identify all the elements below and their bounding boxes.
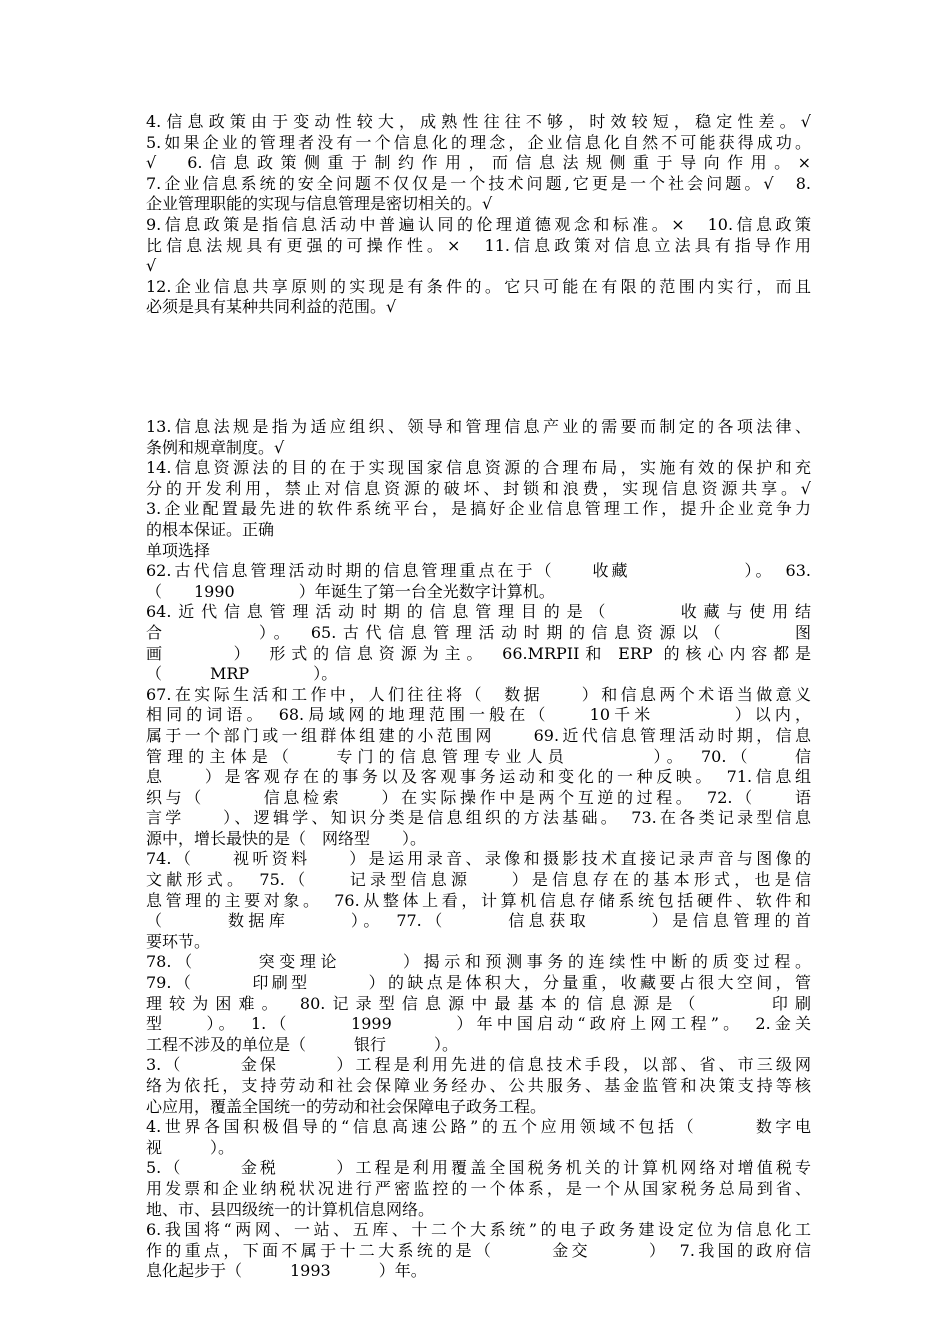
text-line: 型 ）。 1.（ 1999 ）年中国启动“政府上网工程”。 2.金关 <box>146 1014 811 1034</box>
text-line: √ 6.信息政策侧重于制约作用，而信息法规侧重于导向作用。× <box>146 153 811 173</box>
text-line: 合 ）。 65.古代信息管理活动时期的信息资源以（ 图 <box>146 622 811 642</box>
text-line: （ 数据库 ）。 77.（ 信息获取 ）是信息管理的首 <box>146 911 811 931</box>
text-line: 9.信息政策是指信息活动中普遍认同的伦理道德观念和标准。× 10.信息政策 <box>146 214 811 234</box>
text-line: 13.信息法规是指为适应组织、领导和管理信息产业的需要而制定的各项法律、 <box>146 417 811 436</box>
text-line: 视 ）。 <box>146 1137 235 1157</box>
text-line: 7.企业信息系统的安全问题不仅仅是一个技术问题,它更是一个社会问题。√ 8. <box>146 173 811 193</box>
text-line: 相同的词语。 68.局域网的地理范围一般在（ 10千米 ）以内， <box>146 705 811 725</box>
text-line: 言学 ）、逻辑学、知识分类是信息组织的方法基础。 73.在各类记录型信息 <box>146 808 811 828</box>
text-line: 64.近代信息管理活动时期的信息管理目的是（ 收藏与使用结 <box>146 602 811 622</box>
text-line: 79.（ 印刷型 ）的缺点是体积大，分量重，收藏要占很大空间，管 <box>146 973 811 993</box>
text-line: 必须是具有某种共同利益的范围。√ <box>146 297 397 317</box>
true-false-section <box>146 112 811 318</box>
text-line: 条例和规章制度。√ <box>146 437 285 457</box>
text-line: 分的开发利用，禁止对信息资源的破坏、封锁和浪费，实现信息资源共享。√ <box>146 478 811 498</box>
text-line: 属于一个部门或一组群体组建的小范围网 69.近代信息管理活动时期，信息 <box>146 725 811 745</box>
text-line: （ MRP ）。 <box>146 664 338 684</box>
text-line: 息 ）是客观存在的事务以及客观事务运动和变化的一种反映。 71.信息组 <box>146 767 811 787</box>
text-line: 用发票和企业纳税状况进行严密监控的一个体系，是一个从国家税务总局到省、 <box>146 1178 811 1198</box>
text-line: 的根本保证。正确 <box>146 519 275 539</box>
text-line: 67.在实际生活和工作中，人们往往将（ 数据 ）和信息两个术语当做意义 <box>146 684 811 704</box>
text-line: 理较为困难。 80.记录型信息源中最基本的信息源是（ 印刷 <box>146 993 811 1013</box>
text-line: 作的重点，下面不属于十二大系统的是（ 金交 ） 7.我国的政府信 <box>146 1240 811 1260</box>
text-line: 4.世界各国积极倡导的“信息高速公路”的五个应用领域不包括（ 数字电 <box>146 1117 811 1137</box>
text-line: 工程不涉及的单位是（ 银行 ）。 <box>146 1034 459 1054</box>
text-line: 文献形式。 75.（ 记录型信息源 ）是信息存在的基本形式，也是信 <box>146 870 811 890</box>
text-line: 4.信息政策由于变动性较大，成熟性往往不够，时效较短，稳定性差。√ <box>146 112 811 131</box>
text-line: 14.信息资源法的目的在于实现国家信息资源的合理布局，实施有效的保护和充 <box>146 458 811 478</box>
text-line: 织与（ 信息检索 ）在实际操作中是两个互逆的过程。 72.（ 语 <box>146 787 811 807</box>
text-line: 6.我国将“两网、一站、五库、十二个大系统”的电子政务建设定位为信息化工 <box>146 1220 811 1240</box>
text-line: 74.（ 视听资料 ）是运用录音、录像和摄影技术直接记录声音与图像的 <box>146 849 811 869</box>
text-line: 5.如果企业的管理者没有一个信息化的理念，企业信息化自然不可能获得成功。 <box>146 132 811 152</box>
text-line: 息管理的主要对象。 76.从整体上看，计算机信息存储系统包括硬件、软件和 <box>146 890 811 910</box>
text-line: 3.企业配置最先进的软件系统平台，是搞好企业信息管理工作，提升企业竞争力 <box>146 499 811 519</box>
single-choice-section <box>146 417 811 1282</box>
text-line: 息化起步于（ 1993 ）年。 <box>146 1261 427 1281</box>
text-line: 78.（ 突变理论 ）揭示和预测事务的连续性中断的质变过程。 <box>146 952 811 972</box>
text-line: （ 1990 ）年诞生了第一台全光数字计算机。 <box>146 581 555 601</box>
text-line: 管理的主体是（ 专门的信息管理专业人员 ）。 70.（ 信 <box>146 746 811 766</box>
text-line: 要环节。 <box>146 931 211 951</box>
text-line: 5.（ 金税 ）工程是利用覆盖全国税务机关的计算机网络对增值税专 <box>146 1158 811 1178</box>
text-line: 比信息法规具有更强的可操作性。× 11.信息政策对信息立法具有指导作用 <box>146 235 811 255</box>
text-line: 3.（ 金保 ）工程是利用先进的信息技术手段，以部、省、市三级网 <box>146 1055 811 1075</box>
text-line: 62.古代信息管理活动时期的信息管理重点在于（ 收藏 ）。 63. <box>146 561 811 581</box>
text-line: 源中，增长最快的是（ 网络型 ）。 <box>146 828 427 848</box>
text-line: 单项选择 <box>146 540 211 560</box>
text-line: 12.企业信息共享原则的实现是有条件的。它只可能在有限的范围内实行，而且 <box>146 276 811 296</box>
text-line: 企业管理职能的实现与信息管理是密切相关的。√ <box>146 194 493 214</box>
text-line: 画 ） 形式的信息资源为主。 66.MRPII和 ERP 的核心内容都是 <box>146 643 811 663</box>
text-line: 络为依托，支持劳动和社会保障业务经办、公共服务、基金监管和决策支持等核 <box>146 1076 811 1095</box>
text-line: √ <box>146 256 157 276</box>
text-line: 心应用，覆盖全国统一的劳动和社会保障电子政务工程。 <box>146 1096 547 1116</box>
text-line: 地、市、县四级统一的计算机信息网络。 <box>146 1199 435 1219</box>
